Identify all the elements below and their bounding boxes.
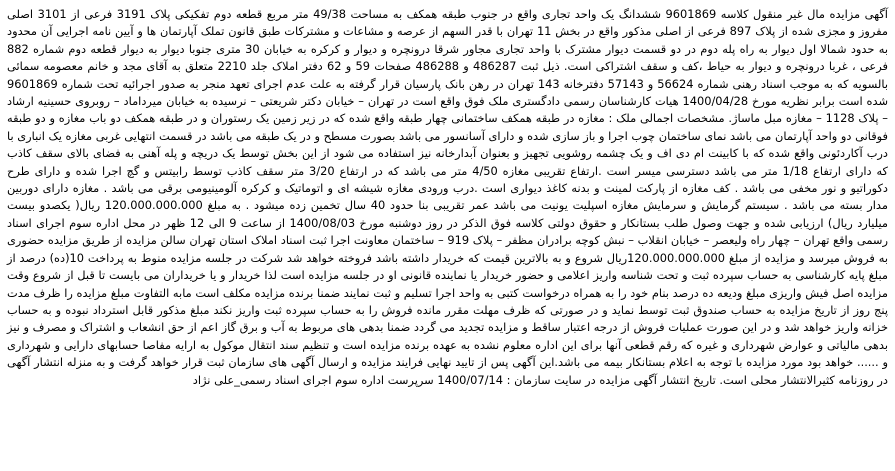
auction-notice-text: آگهی مزایده مال غیر منقول کلاسه 9601869 ششدانگ یک واحد تجاری واقع در جنوب طبقه همکف به مساحت 49/38 متر مربع قطعه دوم تفکیکی پلاک 3191 فرعی از 3101 اصلی مفروز و مجزی شده از پلاک 897 فرعی از اصلی مذکور واقع در بخش 11 تهران با قدر السهم از عرصه و مشاعات و مشترکات طبق قانون تملک آپارتمان ها و آیین نامه اجرایی آن محدود به حدود شمالا اول دیوار به راه پله دوم در دو قسمت دیوار مشترک با واحد تجاری مجاور شرقا درونچره و دیوار و کرکره به خیابان 30 متری جنوبا دیوار به دیوار قطعه دوم شماره 882 فرعی ، غربا درونچره و دیوار به حیاط ،کف و سقف اشتراکی است. ذیل ثبت 486287 و 486288 صفحات 59 و 62 دفتر املاک جلد 2210 متعلق به آقای مجد و خانم معصومه سمائی بالسویه که به موجب اسناد رهنی شماره 56624 و 57143 دفترخانه 143 تهران در رهن بانک پارسیان قرار گرفته به علت عدم اجرای تعهد منجر به صدور اجرائیه تحت شماره 9601869 شده است برابر نظریه مورخ 1400/04/28 هیات کارشناسان رسمی دادگستری ملک فوق واقع است در تهران – خیابان دکتر شریعتی – نرسیده به خیابان میرداماد – روبروی حسینیه ارشاد – پلاک 1128 – مغازه مبل ماساژ. مشخصات اجمالی ملک : مغازه در طبقه همکف ساختمانی چهار طبقه واقع شده که در زیر زمین یک رستوران و در طبقه همکف دو باب مغازه و دو طبقه فوقانی دو واحد آپارتمان می باشد نمای ساختمان چوب اجرا و باز سازی شده و دارای آسانسور می باشد بصورت مسطح و در یک طبقه می باشد در قسمت انتهایی غربی مغازه یک انباری با درب آکاردئونی واقع شده که با کابینت ام دی اف و یک چشمه روشویی تجهیز و بعنوان آبدارخانه نیز استفاده می شود از این بخش توسط یک دریچه و پله آهنی به فضای بالای سقف کاذب که دارای ارتفاع 1/18 متر می باشد دسترسی میسر است .ارتفاع تقریبی مغازه 4/50 متر می باشد که در ارتفاع 3/20 متر سقف کاذب توسط رابیتس و گچ اجرا شده و دارای طرح دکوراتیو و نور مخفی می باشد . کف مغازه از پارکت لمینت و بدنه کاغذ دیواری است .درب ورودی مغازه شیشه ای و اتوماتیک و کرکره آلومینیومی برقی می باشد . مغازه دارای دوربین مدار بسته می باشد . سیستم گرمایش و سرمایش مغازه اسپلیت یونیت می باشد عمر تقریبی بنا حدود 40 سال تخمین زده میشود . به مبلغ 120.000.000.000 ریال( یکصدو بیست میلیارد ریال) ارزیابی شده و جهت وصول طلب بستانکار و حقوق دولتی کلاسه فوق الذکر در روز دوشنبه مورخ 1400/08/03 از ساعت 9 الی 12 ظهر در محل اداره سوم اجرای اسناد رسمی واقع تهران – چهار راه ولیعصر – خیابان انقلاب – نبش کوچه برادران مظفر – پلاک 919 – ساختمان معاونت اجرا ثبت اسناد املاک استان تهران سالن مزایده از طریق مزایده حضوری به فروش میرسد و مزایده از مبلغ 120.000.000.000ریال شروع و به بالاترین قیمت که خریدار داشته باشد فروخته خواهد شد شرکت در جلسه مزایده منوط به پرداخت 10(ده) درصد از مبلغ پایه کارشناسی به حساب سپرده ثبت و تحت شناسه واریز اعلامی و حضور خریدار یا نماینده قانونی او در جلسه مزایده است لذا خریدار و یا خریداران می بایست تا قبل از شروع وقت مزایده اصل فیش واریزی مبلغ ودیعه ده درصد بنام خود را به همراه درخواست کتبی به واحد اجرا تسلیم و ثبت نمایند ضمنا برنده مزایده مکلف است مابه التفاوت مبلغ مزایده را ظرف مدت پنج روز از تاریخ مزایده به حساب صندوق ثبت توسط نماید و در صورتی که ظرف مهلت مقرر مانده فروش را به حساب سپرده ثبت واریز نکند مبلغ مذکور قابل استرداد نبوده و به حساب خزانه واریز خواهد شد و در این صورت عملیات فروش از درجه اعتبار ساقط و مزایده تجدید می گردد ضمنا بدهی های مربوط به آب و برق گاز اعم از حق انشعاب و اشتراک و مصرف و نیز بدهی مالیاتی و عوارض شهرداری و غیره که رقم قطعی آنها برای این اداره معلوم نشده به عهده برنده مزایده است و تنظیم سند انتقال موکول به ارایه مفاصا حسابهای دارایی و شهرداری و ...... خواهد بود مورد مزایده با توجه به اعلام بستانکار بیمه می باشد.این آگهی پس از تایید نهایی فرایند مزایده و ارسال آگهی های سازمان ثبت قرار خواهد گرفت و به منزله انتشار آگهی در روزنامه کثیرالانتشار محلی است. تاریخ انتشار آگهی مزایده در سایت سازمان : 1400/07/14 سرپرست اداره سوم اجرای اسناد رسمی_علی نژاد bbox=[7, 7, 889, 387]
